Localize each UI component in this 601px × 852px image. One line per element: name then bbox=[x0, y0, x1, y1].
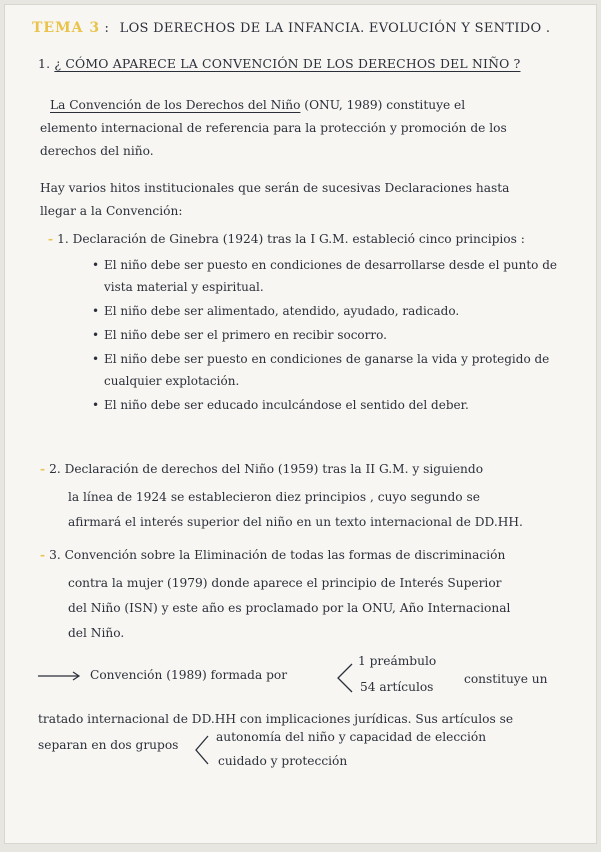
list-item bbox=[92, 300, 562, 322]
convencion-text: Convención (1989) formada por bbox=[90, 668, 288, 682]
title-separator: : bbox=[104, 21, 110, 36]
branch-bottom-text: 54 artículos bbox=[360, 680, 434, 694]
item1-dash: - bbox=[48, 232, 54, 246]
hitos-line2: llegar a la Convención: bbox=[40, 204, 183, 218]
hitos-paragraph bbox=[40, 177, 568, 223]
list-item bbox=[92, 394, 562, 416]
intro-lead: La Convención de los Derechos del Niño bbox=[50, 98, 301, 112]
item2-body bbox=[68, 485, 568, 535]
intro-paragraph bbox=[40, 94, 568, 163]
branch-brace-icon bbox=[196, 736, 208, 764]
question-number: 1. bbox=[38, 56, 51, 71]
item3-body bbox=[68, 571, 568, 646]
convencion-after-text: constituye un bbox=[464, 672, 548, 686]
list-item bbox=[92, 348, 562, 392]
item1-bullet-list bbox=[92, 254, 562, 418]
item2-heading bbox=[40, 462, 483, 476]
page-title bbox=[32, 20, 577, 36]
intro-line1-rest: (ONU, 1989) constituye el bbox=[300, 98, 466, 112]
grupos-branch-bottom: cuidado y protección bbox=[218, 754, 348, 768]
grupos-text: separan en dos grupos bbox=[38, 738, 179, 752]
item3-line4: del Niño. bbox=[68, 626, 125, 640]
bullet-text: El niño debe ser alimentado, atendido, ayudado, radicado. bbox=[104, 304, 460, 318]
question-text: ¿ CÓMO APARECE LA CONVENCIÓN DE LOS DERECHOS DEL NIÑO ? bbox=[54, 56, 521, 71]
title-text: LOS DERECHOS DE LA INFANCIA. EVOLUCIÓN Y SENTIDO . bbox=[119, 21, 551, 36]
grupos-branch-top: autonomía del niño y capacidad de elección bbox=[216, 730, 487, 744]
hitos-line1: Hay varios hitos institucionales que serán de sucesivas Declaraciones hasta bbox=[40, 181, 510, 195]
item2-dash: - bbox=[40, 462, 46, 476]
list-item bbox=[92, 324, 562, 346]
grupos-row bbox=[38, 728, 578, 778]
branch-top-text: 1 preámbulo bbox=[358, 654, 437, 668]
item3-line2: contra la mujer (1979) donde aparece el principio de Interés Superior bbox=[68, 576, 502, 590]
convencion-summary bbox=[38, 654, 568, 706]
tema-label: TEMA 3 bbox=[32, 20, 101, 36]
question-heading bbox=[38, 56, 558, 71]
list-item bbox=[92, 254, 562, 298]
item3-dash: - bbox=[40, 548, 46, 562]
intro-line3: derechos del niño. bbox=[40, 144, 154, 158]
item2-line2: la línea de 1924 se establecieron diez principios , cuyo segundo se bbox=[68, 490, 480, 504]
right-arrow-icon bbox=[38, 672, 79, 680]
item2-head-text: 2. Declaración de derechos del Niño (1959) tras la II G.M. y siguiendo bbox=[49, 462, 484, 476]
intro-line2: elemento internacional de referencia para la protección y promoción de los bbox=[40, 121, 507, 135]
item2-line3: afirmará el interés superior del niño en un texto internacional de DD.HH. bbox=[68, 515, 523, 529]
item3-heading bbox=[40, 548, 505, 562]
tratado-line bbox=[38, 708, 578, 730]
item3-head-text: 3. Convención sobre la Eliminación de todas las formas de discriminación bbox=[49, 548, 506, 562]
bullet-text: El niño debe ser puesto en condiciones de desarrollarse desde el punto de vista material y espiritual. bbox=[104, 258, 557, 294]
bullet-text: El niño debe ser el primero en recibir socorro. bbox=[104, 328, 387, 342]
item1-heading bbox=[48, 232, 525, 246]
notebook-page bbox=[4, 4, 597, 844]
item3-line3: del Niño (ISN) y este año es proclamado por la ONU, Año Internacional bbox=[68, 601, 511, 615]
branch-brace-icon bbox=[338, 664, 352, 692]
tratado-text: tratado internacional de DD.HH con implicaciones jurídicas. Sus artículos se bbox=[38, 712, 514, 726]
bullet-text: El niño debe ser educado inculcándose el sentido del deber. bbox=[104, 398, 469, 412]
item1-head-text: 1. Declaración de Ginebra (1924) tras la I G.M. estableció cinco principios : bbox=[57, 232, 525, 246]
bullet-text: El niño debe ser puesto en condiciones de ganarse la vida y protegido de cualquier explotación. bbox=[104, 352, 550, 388]
